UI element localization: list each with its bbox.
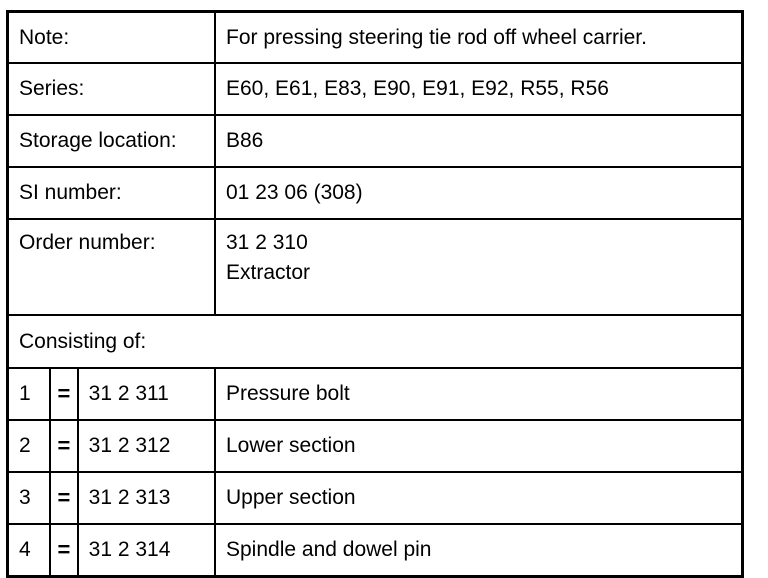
series-value: E60, E61, E83, E90, E91, E92, R55, R56 [215,63,743,115]
series-row [8,63,743,115]
note-label: Note: [8,12,216,64]
consisting-of-label: Consisting of: [8,315,743,368]
consisting-of-row [8,315,743,368]
part-row [8,524,743,577]
part-description: Upper section [215,472,743,524]
part-equals: = [50,368,77,420]
part-number: 31 2 314 [78,524,215,577]
part-number: 31 2 311 [78,368,215,420]
part-index: 2 [8,420,51,472]
part-number: 31 2 313 [78,472,215,524]
part-index: 4 [8,524,51,577]
storage-location-label: Storage location: [8,115,216,167]
storage-location-row [8,115,743,167]
part-row [8,420,743,472]
si-number-value: 01 23 06 (308) [215,167,743,219]
part-equals: = [50,472,77,524]
part-number: 31 2 312 [78,420,215,472]
part-description: Pressure bolt [215,368,743,420]
series-label: Series: [8,63,216,115]
part-index: 3 [8,472,51,524]
si-number-label: SI number: [8,167,216,219]
special-tool-info-table [6,10,744,578]
order-tool-name: Extractor [226,261,311,284]
storage-location-value: B86 [215,115,743,167]
part-row [8,368,743,420]
note-value: For pressing steering tie rod off wheel carrier. [215,12,743,64]
part-description: Spindle and dowel pin [215,524,743,577]
order-number-label: Order number: [8,219,216,315]
order-number: 31 2 310 [226,231,308,254]
order-number-value [215,219,743,315]
part-equals: = [50,420,77,472]
part-index: 1 [8,368,51,420]
part-equals: = [50,524,77,577]
note-row [8,12,743,64]
si-number-row [8,167,743,219]
order-number-row [8,219,743,315]
part-description: Lower section [215,420,743,472]
part-row [8,472,743,524]
